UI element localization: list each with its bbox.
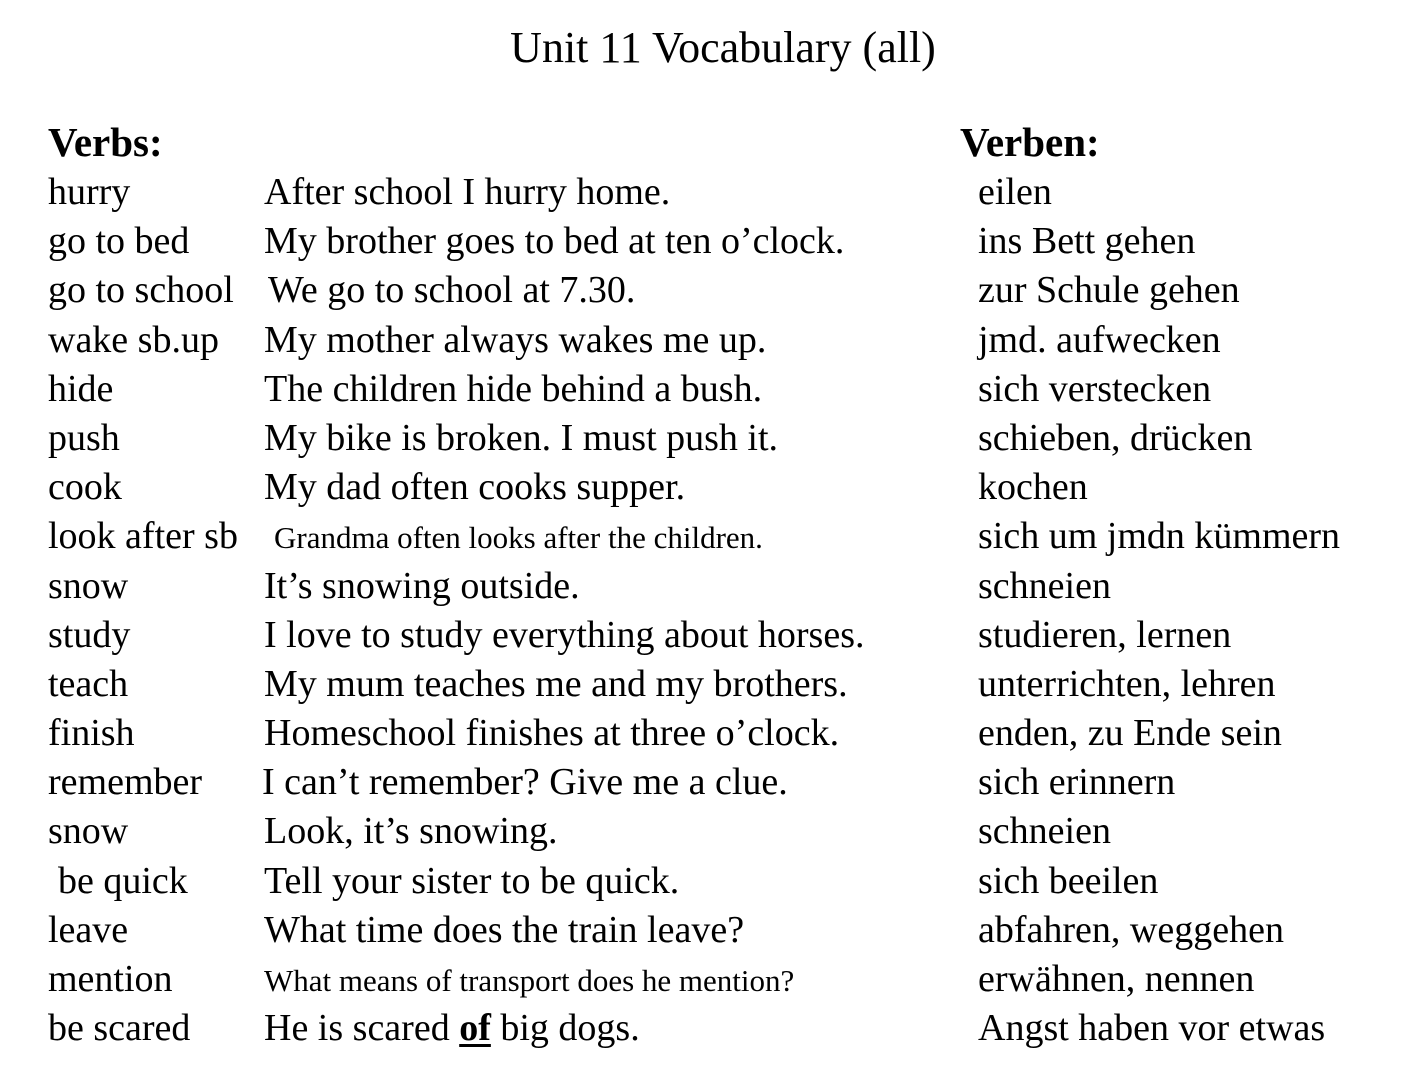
vocabulary-row: [0, 660, 1412, 709]
vocabulary-word: study: [48, 613, 131, 656]
emphasized-preposition: of: [459, 1007, 491, 1050]
german-translation: enden, zu Ende sein: [978, 712, 1282, 755]
german-translation: erwähnen, nennen: [978, 958, 1255, 1000]
german-translation: ins Bett gehen: [978, 220, 1196, 263]
vocabulary-row: [0, 758, 1412, 807]
example-sentence: It’s snowing outside.: [264, 564, 580, 607]
vocabulary-word: look after sb: [48, 515, 238, 558]
example-sentence: My mum teaches me and my brothers.: [264, 662, 848, 705]
german-translation: kochen: [978, 466, 1088, 509]
vocabulary-row: [0, 857, 1412, 906]
example-sentence: [264, 1004, 640, 1053]
vocabulary-word: snow: [48, 810, 129, 853]
vocabulary-word: be scared: [48, 1007, 191, 1050]
example-sentence: I love to study everything about horses.: [264, 613, 865, 656]
vocabulary-word: leave: [48, 908, 129, 951]
example-sentence: We go to school at 7.30.: [268, 269, 636, 312]
vocabulary-word: hide: [48, 367, 114, 410]
example-sentence: The children hide behind a bush.: [264, 367, 763, 410]
vocabulary-word: cook: [48, 466, 122, 509]
vocabulary-word: go to school: [48, 269, 234, 312]
german-translation: studieren, lernen: [978, 613, 1232, 656]
example-sentence: Grandma often looks after the children.: [274, 520, 763, 556]
german-translation: eilen: [978, 171, 1052, 213]
vocabulary-word: hurry: [48, 171, 131, 213]
german-translation: Angst haben vor etwas: [978, 1007, 1326, 1050]
german-translation: sich beeilen: [978, 859, 1159, 902]
german-translation: sich um jmdn kümmern: [978, 515, 1341, 558]
vocabulary-word: wake sb.up: [48, 318, 219, 361]
german-translation: sich verstecken: [978, 367, 1212, 410]
vocabulary-row: [0, 709, 1412, 758]
example-sentence: After school I hurry home.: [264, 171, 671, 213]
german-translation: schneien: [978, 810, 1111, 853]
vocabulary-row: [0, 365, 1412, 414]
vocabulary-row: [0, 562, 1412, 611]
german-column-header: Verben:: [960, 119, 1100, 165]
example-sentence: Homeschool finishes at three o’clock.: [264, 712, 840, 755]
page-title: Unit 11 Vocabulary (all): [510, 23, 936, 72]
vocabulary-word: push: [48, 416, 120, 459]
german-translation: zur Schule gehen: [978, 269, 1240, 312]
vocabulary-word: snow: [48, 564, 129, 607]
vocabulary-word: remember: [48, 761, 203, 804]
example-sentence: I can’t remember? Give me a clue.: [262, 761, 788, 804]
vocabulary-row: [0, 906, 1412, 955]
vocabulary-row: [0, 414, 1412, 463]
example-sentence: Tell your sister to be quick.: [264, 859, 680, 902]
vocabulary-word: be quick: [58, 859, 188, 902]
vocabulary-row: [0, 168, 1412, 217]
vocabulary-row: [0, 1004, 1412, 1053]
german-translation: schieben, drücken: [978, 416, 1253, 459]
german-translation: sich erinnern: [978, 761, 1176, 804]
german-translation: schneien: [978, 564, 1111, 607]
german-translation: unterrichten, lehren: [978, 662, 1276, 705]
vocabulary-list: [0, 168, 1412, 1053]
vocabulary-row: [0, 316, 1412, 365]
example-sentence: My bike is broken. I must push it.: [264, 416, 779, 459]
vocabulary-row: [0, 463, 1412, 512]
example-sentence: Look, it’s snowing.: [264, 810, 558, 853]
vocabulary-word: finish: [48, 712, 135, 755]
vocabulary-row: [0, 512, 1412, 561]
vocabulary-word: mention: [48, 958, 173, 1000]
vocabulary-row: [0, 955, 1412, 1004]
sentence-text-before: He is scared: [264, 1007, 460, 1050]
vocabulary-row: [0, 611, 1412, 660]
example-sentence: My mother always wakes me up.: [264, 318, 767, 361]
vocabulary-row: [0, 217, 1412, 266]
english-column-header: Verbs:: [48, 119, 163, 165]
german-translation: jmd. aufwecken: [978, 318, 1221, 361]
german-translation: abfahren, weggehen: [978, 908, 1284, 951]
example-sentence: My dad often cooks supper.: [264, 466, 686, 509]
sentence-text-after: big dogs.: [490, 1007, 640, 1050]
example-sentence: What means of transport does he mention?: [264, 963, 795, 998]
vocabulary-word: teach: [48, 662, 129, 705]
vocabulary-row: [0, 807, 1412, 856]
example-sentence: My brother goes to bed at ten o’clock.: [264, 220, 845, 263]
vocabulary-word: go to bed: [48, 220, 190, 263]
example-sentence: What time does the train leave?: [264, 908, 745, 951]
vocabulary-row: [0, 266, 1412, 315]
